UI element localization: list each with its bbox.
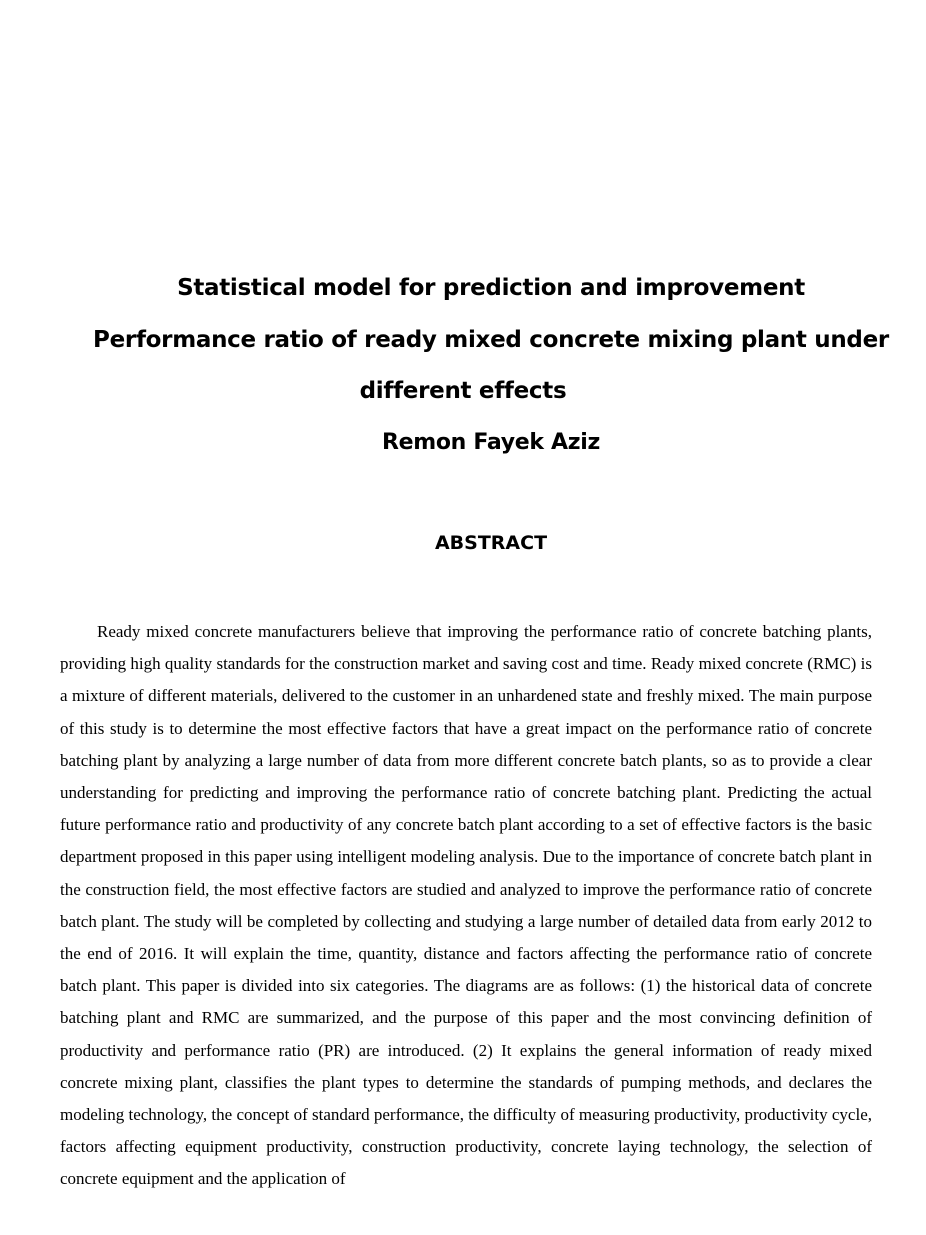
- author-name: Remon Fayek Aziz: [381, 430, 601, 455]
- paper-title-line-2: Performance ratio of ready mixed concrete mixing plant under: [93, 327, 889, 353]
- abstract-heading: ABSTRACT: [434, 532, 548, 554]
- paper-title-line-1: Statistical model for prediction and improvement: [177, 275, 805, 301]
- paper-title-line-3: different effects: [359, 378, 567, 404]
- abstract-body: Ready mixed concrete manufacturers believe that improving the performance ratio of concrete batching plants, providing high quality standards for the construction market and saving cost and time. Ready mixed concrete (RMC) is a mixture of different materials, delivered to the customer in an unhardened state and freshly mixed. The main purpose of this study is to determine the most effective factors that have a great impact on the performance ratio of concrete batching plant by analyzing a large number of data from more different concrete batch plants, so as to provide a clear understanding for predicting and improving the performance ratio of concrete batching plant. Predicting the actual future performance ratio and productivity of any concrete batch plant according to a set of effective factors is the basic department proposed in this paper using intelligent modeling analysis. Due to the importance of concrete batch plant in the construction field, the most effective factors are studied and analyzed to improve the performance ratio of concrete batch plant. The study will be completed by collecting and studying a large number of detailed data from early 2012 to the end of 2016. It will explain the time, quantity, distance and factors affecting the performance ratio of concrete batch plant. This paper is divided into six categories. The diagrams are as follows: (1) the historical data of concrete batching plant and RMC are summarized, and the purpose of this paper and the most convincing definition of productivity and performance ratio (PR) are introduced. (2) It explains the general information of ready mixed concrete mixing plant, classifies the plant types to determine the standards of pumping methods, and declares the modeling technology, the concept of standard performance, the difficulty of measuring productivity, productivity cycle, factors affecting equipment productivity, construction productivity, concrete laying technology, the selection of concrete equipment and the application of: [60, 622, 872, 1189]
